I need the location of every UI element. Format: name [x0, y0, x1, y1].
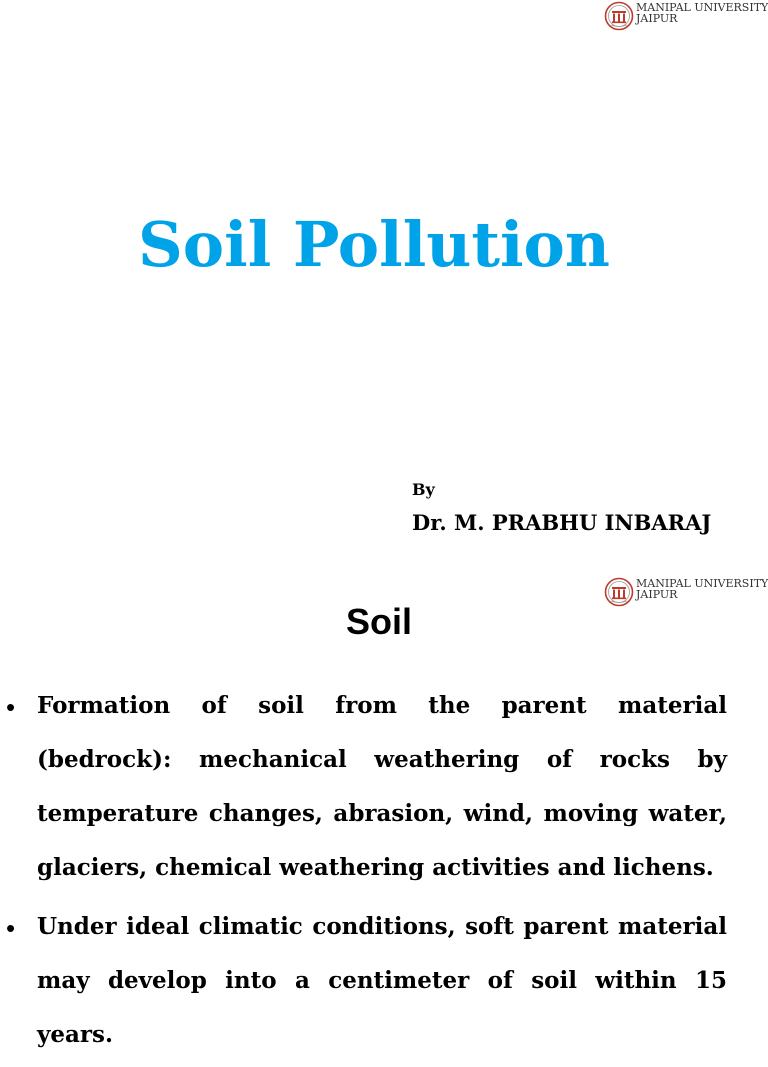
logo-text — [636, 2, 768, 24]
logo-line-1: MANIPAL UNIVERSITY — [636, 1, 768, 14]
author-name: Dr. M. PRABHU INBARAJ — [412, 510, 712, 535]
content-slide — [0, 576, 768, 1048]
bullet-list — [0, 679, 768, 1067]
logo-line-2: JAIPUR — [636, 588, 678, 601]
bullet-icon: • — [6, 692, 16, 722]
logo-line-2: JAIPUR — [636, 12, 678, 25]
logo-line-1: MANIPAL UNIVERSITY — [636, 577, 768, 590]
slide-title: Soil — [345, 601, 412, 642]
bullet-text: Formation of soil from the parent material (bedrock): mechanical weathering of rocks by temperature changes, abrasion, wind, moving water, glaciers, chemical weathering activities and lichens. — [37, 692, 727, 881]
by-label: By — [412, 480, 435, 499]
list-item — [0, 679, 727, 895]
list-item — [0, 900, 727, 1062]
bullet-text: Under ideal climatic conditions, soft parent material may develop into a centimeter of soil within 15 years. — [37, 913, 727, 1048]
logo-text — [636, 578, 768, 600]
university-logo — [602, 0, 768, 34]
university-seal-icon — [604, 1, 634, 31]
presentation-title: Soil Pollution — [138, 208, 610, 281]
bullet-icon: • — [6, 913, 16, 943]
